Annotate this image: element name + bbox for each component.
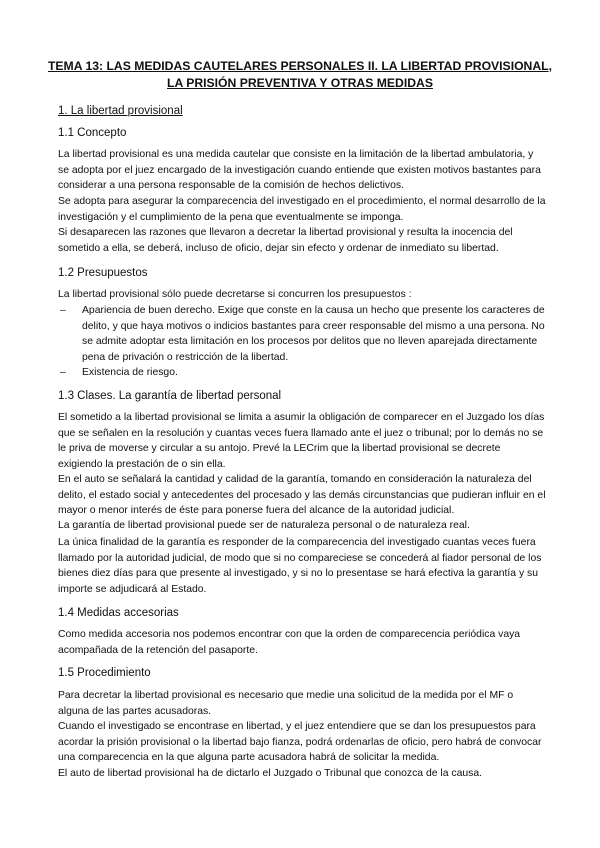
concepto-paragraph-2: Se adopta para asegurar la comparecencia del investigado en el procedimiento, el normal desarrollo de la investigación y el cumplimiento de la pena que eventualmente se imponga. bbox=[58, 196, 546, 223]
procedimiento-paragraph-3: El auto de libertad provisional ha de dictarlo el Juzgado o Tribunal que conozca de la causa. bbox=[58, 768, 482, 779]
list-bullet: – bbox=[60, 367, 66, 378]
section-1-1-heading: 1.1 Concepto bbox=[58, 127, 127, 139]
procedimiento-paragraph-1: Para decretar la libertad provisional es necesario que medie una solicitud de la medida por el MF o alguna de las partes acusadoras. bbox=[58, 690, 514, 717]
clases-paragraph-3: La garantía de libertad provisional puede ser de naturaleza personal o de naturaleza real. bbox=[58, 520, 470, 531]
list-item bbox=[58, 365, 546, 381]
list-bullet: – bbox=[60, 305, 66, 316]
section-1-heading: 1. La libertad provisional bbox=[58, 105, 183, 117]
concepto-paragraph-3: Si desaparecen las razones que llevaron a decretar la libertad provisional y resulta la inocencia del sometido a ella, se deberá, incluso de oficio, dejar sin efecto y ordenar de inmediato su libertad. bbox=[58, 227, 513, 254]
procedimiento-paragraph-2: Cuando el investigado se encontrase en libertad, y el juez entendiere que se dan los presupuestos para acordar la prisión provisional o la libertad bajo fianza, podrá ordenarlas de oficio, pero habrá de convocar una comparecencia en la que alguna parte acusadora habrá de solicitar la medida. bbox=[58, 721, 542, 764]
clases-paragraph-2: En el auto se señalará la cantidad y calidad de la garantía, tomando en consideración la naturaleza del delito, el estado social y antecedentes del procesado y las demás circunstancias que pudieran influir en el mayor o menor interés de éste para ponerse fuera del alcance de la autoridad judicial. bbox=[58, 474, 546, 517]
list-item bbox=[58, 303, 546, 366]
document-title bbox=[40, 58, 560, 92]
list-item-text: Existencia de riesgo. bbox=[82, 367, 178, 378]
title-line-1: TEMA 13: LAS MEDIDAS CAUTELARES PERSONALES II. LA LIBERTAD PROVISIONAL, bbox=[47, 59, 552, 73]
clases-paragraph-4: La única finalidad de la garantía es responder de la comparecencia del investigado cuantas veces fuera llamado por la autoridad judicial, de modo que si no compareciese se concederá al fiador personal de los bienes diez días para que presente al investigado, y si no lo presentase se hará efectiva la garantía y su importe se adjudicará al Estado. bbox=[58, 537, 542, 596]
section-1-3-heading: 1.3 Clases. La garantía de libertad personal bbox=[58, 390, 282, 402]
clases-paragraph-1: El sometido a la libertad provisional se limita a asumir la obligación de comparecer en el Juzgado los días que se señalen en la resolución y cuantas veces fuera llamado ante el juez o tribunal; por lo demás no se le priva de moverse y circular a su antojo. Prevé la LECrim que la libertad provisional se decrete exigiendo la prestación de o sin ella. bbox=[58, 412, 545, 471]
accesorias-paragraph-1: Como medida accesoria nos podemos encontrar con que la orden de comparecencia periódica vaya acompañada de la retención del pasaporte. bbox=[58, 629, 521, 656]
concepto-paragraph-1: La libertad provisional es una medida cautelar que consiste en la limitación de la libertad ambulatoria, y se adopta por el juez encargado de la investigación cuando entiende que existen motivos bastantes para considerar a una persona responsable de la comisión de hechos delictivos. bbox=[58, 149, 541, 192]
title-line-2: LA PRISIÓN PREVENTIVA Y OTRAS MEDIDAS bbox=[167, 76, 433, 90]
section-1-4-heading: 1.4 Medidas accesorias bbox=[58, 607, 179, 619]
section-1-5-heading: 1.5 Procedimiento bbox=[58, 667, 151, 679]
list-item-text: Apariencia de buen derecho. Exige que conste en la causa un hecho que presente los caracteres de delito, y que haya motivos o indicios bastantes para creer responsable del mismo a una persona. No se admite adoptar esta limitación en los procesos por delitos que no lleven aparejada directamente pena de privación o restricción de la libertad. bbox=[82, 305, 545, 364]
presupuestos-intro: La libertad provisional sólo puede decretarse si concurren los presupuestos : bbox=[58, 289, 412, 300]
section-1-2-heading: 1.2 Presupuestos bbox=[58, 267, 148, 279]
